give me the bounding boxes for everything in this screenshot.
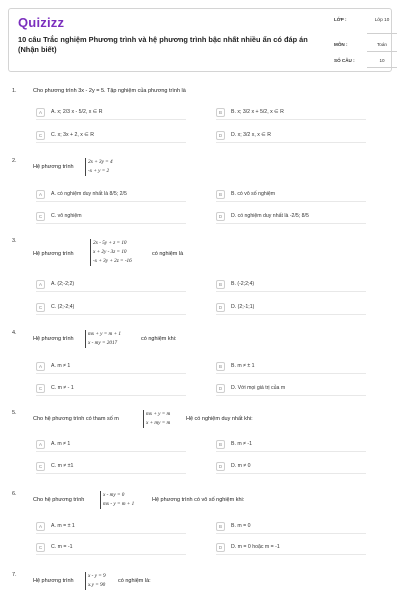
option-letter-box: B — [216, 362, 225, 371]
option-text: A. x; 2/3 x - 5/2, x ∈ R — [51, 109, 103, 115]
question-prefix: Cho hệ phương trình — [33, 497, 85, 503]
option-a[interactable] — [36, 362, 186, 374]
option-text: A. m ≠ 1 — [51, 363, 71, 369]
option-letter-box: D — [216, 384, 225, 393]
option-b[interactable] — [216, 190, 366, 202]
equation-line: x - my = 2017 — [88, 340, 118, 346]
question-suffix: Hệ có nghiệm duy nhất khi: — [186, 416, 253, 422]
equation-line: 2x - 5y + z = 10 — [93, 240, 127, 246]
option-a[interactable] — [36, 440, 186, 452]
system-brace — [100, 491, 101, 509]
question-number: 1. — [12, 88, 17, 94]
option-text: B. có vô số nghiệm — [231, 191, 276, 197]
option-letter-box: A — [36, 440, 45, 449]
option-text: D. (2;-1;1) — [231, 304, 255, 310]
question-prefix: Hệ phương trình — [33, 336, 74, 342]
system-brace — [85, 572, 86, 590]
option-text: B. m ≠ -1 — [231, 441, 253, 447]
system-brace — [143, 410, 144, 428]
option-letter-box: C — [36, 543, 45, 552]
option-letter-box: C — [36, 212, 45, 221]
question-prefix: Hệ phương trình — [33, 578, 74, 584]
option-d[interactable] — [216, 212, 366, 224]
question-number: 7. — [12, 572, 17, 578]
question-number: 4. — [12, 330, 17, 336]
option-letter-box: A — [36, 280, 45, 289]
equation-line: x.y = 90 — [88, 582, 106, 588]
option-text: C. m ≠ - 1 — [51, 385, 74, 391]
question-number: 6. — [12, 491, 17, 497]
option-c[interactable] — [36, 212, 186, 224]
equation-line: x - my = 0 — [103, 492, 125, 498]
option-text: A. có nghiệm duy nhất là 8/5; 2/5 — [51, 191, 127, 197]
question-number: 5. — [12, 410, 17, 416]
option-text: C. x; 3x + 2, x ∈ R — [51, 132, 95, 138]
option-letter-box: D — [216, 462, 225, 471]
option-b[interactable] — [216, 440, 366, 452]
question-number: 3. — [12, 238, 17, 244]
equation-line: mx + y = m — [146, 411, 171, 417]
option-d[interactable] — [216, 303, 366, 315]
option-text: D. x; 3/2 x, x ∈ R — [231, 132, 271, 138]
option-text: B. (-2;2;4) — [231, 281, 255, 287]
class-label: LỚP : — [334, 17, 347, 22]
option-d[interactable] — [216, 462, 366, 474]
equation-line: -x + y = 2 — [88, 168, 110, 174]
option-text: B. x; 3/2 x + 5/2, x ∈ R — [231, 109, 284, 115]
option-b[interactable] — [216, 280, 366, 292]
option-b[interactable] — [216, 108, 366, 120]
question-prefix: Cho hệ phương trình có tham số m — [33, 416, 119, 422]
system-brace — [85, 330, 86, 348]
option-a[interactable] — [36, 190, 186, 202]
option-c[interactable] — [36, 543, 186, 555]
equation-line: x + 2y - 3z = 10 — [93, 249, 127, 255]
subject-underline — [367, 51, 397, 52]
option-letter-box: D — [216, 131, 225, 140]
option-text: B. m = 0 — [231, 523, 251, 529]
option-text: C. m = -1 — [51, 544, 73, 550]
option-letter-box: D — [216, 543, 225, 552]
option-letter-box: C — [36, 462, 45, 471]
question-prefix: Hệ phương trình — [33, 164, 74, 170]
question-suffix: Hệ phương trình có vô số nghiệm khi: — [152, 497, 245, 503]
subject-value: Toán — [377, 42, 387, 47]
option-text: A. m = ± 1 — [51, 523, 75, 529]
option-b[interactable] — [216, 522, 366, 534]
option-text: C. (2;-2;4) — [51, 304, 75, 310]
option-d[interactable] — [216, 543, 366, 555]
question-suffix: có nghiệm là — [152, 251, 184, 257]
option-letter-box: B — [216, 190, 225, 199]
option-letter-box: B — [216, 522, 225, 531]
equation-line: x - y = 9 — [88, 573, 106, 579]
equation-line: -x + 3y + 2z = -16 — [93, 258, 132, 264]
option-letter-box: A — [36, 522, 45, 531]
option-text: D. m ≠ 0 — [231, 463, 251, 469]
option-a[interactable] — [36, 108, 186, 120]
option-text: C. vô nghiệm — [51, 213, 82, 219]
count-value: 10 — [379, 58, 385, 63]
class-value: Lớp 10 — [374, 17, 390, 22]
option-letter-box: A — [36, 108, 45, 117]
question-suffix: có nghiệm là: — [118, 578, 151, 584]
option-text: D. Với mọi giá trị của m — [231, 385, 286, 391]
option-letter-box: A — [36, 190, 45, 199]
question-number: 2. — [12, 158, 17, 164]
option-a[interactable] — [36, 522, 186, 534]
option-c[interactable] — [36, 303, 186, 315]
option-letter-box: C — [36, 303, 45, 312]
option-text: B. m ≠ ± 1 — [231, 363, 255, 369]
quizizz-logo: Quizizz — [18, 15, 65, 30]
option-c[interactable] — [36, 462, 186, 474]
equation-line: 2x + 3y = 4 — [88, 159, 113, 165]
count-underline — [367, 67, 397, 68]
option-text: D. m = 0 hoặc m = -1 — [231, 544, 280, 550]
option-a[interactable] — [36, 280, 186, 292]
option-text: A. (2;-2;2) — [51, 281, 75, 287]
option-d[interactable] — [216, 384, 366, 396]
option-letter-box: C — [36, 384, 45, 393]
equation-line: mx - y = m + 1 — [103, 501, 135, 507]
option-text: C. m ≠ ±1 — [51, 463, 74, 469]
subject-label: MÔN : — [334, 42, 348, 47]
option-letter-box: A — [36, 362, 45, 371]
option-d[interactable] — [216, 131, 366, 143]
option-letter-box: B — [216, 280, 225, 289]
system-brace — [90, 239, 91, 266]
question-prefix: Hệ phương trình — [33, 251, 74, 257]
system-brace — [85, 158, 86, 176]
option-text: A. m ≠ 1 — [51, 441, 71, 447]
equation-line: mx + y = m + 1 — [88, 331, 121, 337]
question-suffix: có nghiệm khi: — [141, 336, 177, 342]
option-c[interactable] — [36, 131, 186, 143]
count-label: SỐ CÂU : — [334, 58, 355, 63]
worksheet-header — [8, 8, 392, 72]
option-text: D. có nghiệm duy nhất là -2/5; 8/5 — [231, 213, 309, 219]
option-letter-box: B — [216, 108, 225, 117]
option-c[interactable] — [36, 384, 186, 396]
option-letter-box: C — [36, 131, 45, 140]
page-title: 10 câu Trắc nghiệm Phương trình và hệ phương trình bậc nhất nhiều ẩn có đáp án (Nhận biết) — [18, 35, 308, 54]
equation-line: x + my = m — [146, 420, 171, 426]
class-underline — [367, 33, 397, 34]
option-letter-box: D — [216, 212, 225, 221]
option-letter-box: D — [216, 303, 225, 312]
option-b[interactable] — [216, 362, 366, 374]
option-letter-box: B — [216, 440, 225, 449]
question-text: Cho phương trình 3x - 2y = 5. Tập nghiệm của phương trình là — [33, 88, 186, 94]
